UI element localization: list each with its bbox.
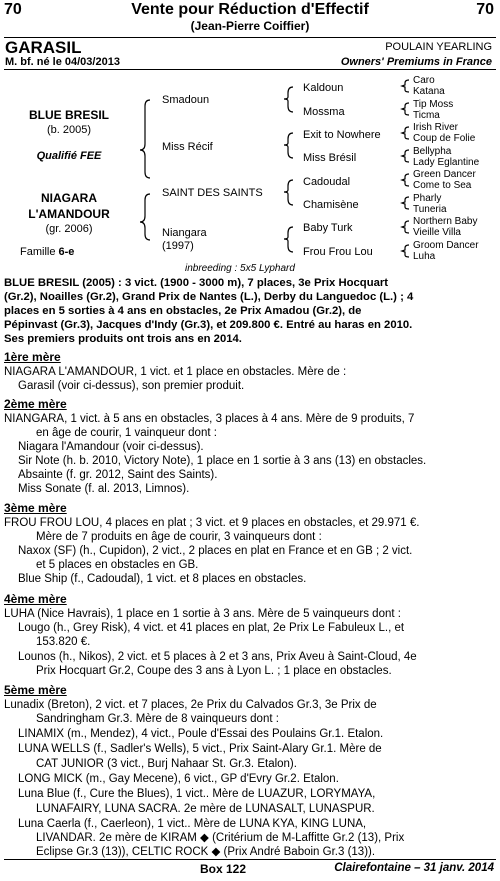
gen3-2: Mossma — [303, 106, 345, 118]
horse-birth: M. bf. né le 04/03/2013 — [5, 56, 120, 68]
horse-category: POULAIN YEARLING — [385, 41, 492, 53]
section-line: Miss Sonate (f. al. 2013, Limnos). — [18, 483, 190, 495]
sire-year: (b. 2005) — [46, 124, 92, 136]
catalogue-header — [0, 0, 500, 40]
gen4-13: Northern Baby — [413, 216, 478, 227]
section-line: NIAGARA L'AMANDOUR, 1 vict. et 1 place en obstacles. Mère de : — [4, 366, 347, 378]
section-line: Lunadix (Breton), 2 vict. et 7 places, 2e Prix du Calvados Gr.3, 3e Prix de — [4, 699, 377, 711]
gen3-8: Frou Frou Lou — [303, 246, 373, 258]
inbreeding-note: inbreeding : 5x5 Lyphard — [185, 263, 295, 274]
gen4-8: Lady Eglantine — [413, 157, 480, 168]
sire-line: Pépinvast (Gr.3), Jacques d'Indy (Gr.3), et 209.800 €. Entré au haras en 2010. — [4, 319, 413, 331]
sire-line: (Gr.2), Noailles (Gr.2), Grand Prix de Nantes (L.), Derby du Languedoc (L.) ; 4 — [4, 291, 414, 303]
gen4-11: Pharly — [413, 193, 442, 204]
section-line: en âge de courir, 1 vainqueur dont : — [36, 427, 217, 439]
section-line: NIANGARA, 1 vict. à 5 ans en obstacles, 3 places à 4 ans. Mère de 9 produits, 7 — [4, 413, 415, 425]
section-line: Lougo (h., Grey Risk), 4 vict. et 41 places en plat, 2e Prix Le Fabuleux L., et — [18, 622, 405, 634]
section-line: Luna Caerla (f., Caerleon), 1 vict.. Mère de LUNA KYA, KING LUNA, — [18, 818, 367, 830]
family: Famille 6-e — [20, 246, 75, 258]
section-line: et 5 places en obstacles en GB. — [36, 559, 199, 571]
box-number: Box 122 — [200, 862, 247, 876]
gen3-6: Chamisène — [303, 199, 359, 211]
section-line: LUNAFAIRY, LUNA SACRA. 2e mère de LUNASALT, LUNASPUR. — [36, 803, 375, 815]
gen3-1: Kaldoun — [303, 82, 344, 94]
lot-number-right: 70 — [476, 1, 494, 18]
gen4-4: Ticma — [413, 110, 440, 121]
section-line: Sandringham Gr.3. Mère de 8 vainqueurs dont : — [36, 713, 279, 725]
gen4-14: Vieille Villa — [413, 227, 461, 238]
sire-line: BLUE BRESIL (2005) : 3 vict. (1900 - 3000 m), 7 places, 3e Prix Hocquart — [4, 277, 389, 289]
dam-sire: SAINT DES SAINTS — [162, 187, 263, 199]
section-line: Sir Note (h. b. 2010, Victory Note), 1 place en 1 sortie à 3 ans (13) en obstacles. — [18, 455, 427, 467]
dam-dam: Niangara — [162, 227, 207, 239]
gen4-15: Groom Dancer — [413, 240, 479, 251]
gen4-7: Bellypha — [413, 146, 452, 157]
gen4-9: Green Dancer — [413, 169, 476, 180]
gen4-12: Tuneria — [413, 204, 447, 215]
sire-name: BLUE BRESIL — [28, 108, 109, 122]
sire-dam: Miss Récif — [162, 141, 213, 153]
gen4-1: Caro — [413, 75, 435, 86]
consignor: (Jean-Pierre Coiffier) — [190, 19, 310, 33]
section-line: Lounos (h., Nikos), 2 vict. et 5 places à 2 et 3 ans, Prix Aveu à Saint-Cloud, 4e — [18, 651, 417, 663]
section-line: LUNA WELLS (f., Sadler's Wells), 5 vict., Prix Saint-Alary Gr.1. Mère de — [18, 743, 382, 755]
dam-name-line1: NIAGARA — [41, 191, 97, 205]
gen3-4: Miss Brésil — [303, 152, 357, 164]
place-date: Clairefontaine – 31 janv. 2014 — [334, 862, 494, 874]
section-line: LONG MICK (m., Gay Mecene), 6 vict., GP d'Evry Gr.2. Etalon. — [18, 773, 339, 785]
section-heading: 2ème mère — [4, 397, 67, 411]
gen4-6: Coup de Folie — [413, 133, 476, 144]
sale-title: Vente pour Réduction d'Effectif — [131, 1, 369, 18]
premiums-label: Owners' Premiums in France — [340, 56, 492, 68]
section-line: Niagara l'Amandour (voir ci-dessus). — [18, 441, 204, 453]
section-line: LUHA (Nice Havrais), 1 place en 1 sortie à 3 ans. Mère de 5 vainqueurs dont : — [4, 608, 401, 620]
section-heading: 3ème mère — [4, 501, 67, 515]
section-heading: 5ème mère — [4, 683, 67, 697]
sire-line: places en 5 sorties à 4 ans en obstacles, 2e Prix Amadou (Gr.2), de — [4, 305, 362, 317]
section-line: 153.820 €. — [36, 636, 91, 648]
section-line: Luna Blue (f., Cure the Blues), 1 vict.. Mère de LUAZUR, LORYMAYA, — [18, 788, 376, 800]
section-line: LIVANDAR. 2e mère de KIRAM ◆ (Critérium de M-Laffitte Gr.2 (13), Prix — [36, 832, 405, 844]
sire-sire: Smadoun — [162, 94, 210, 106]
section-line: CAT JUNIOR (3 vict., Burj Nahaar St. Gr.3. Etalon). — [36, 758, 297, 770]
pedigree-brackets — [0, 70, 500, 270]
dam-year: (gr. 2006) — [45, 223, 93, 235]
horse-name: GARASIL — [5, 38, 82, 57]
section-heading: 1ère mère — [4, 350, 61, 364]
dam-name-line2: L'AMANDOUR — [28, 207, 110, 221]
section-line: Naxox (SF) (h., Cupidon), 2 vict., 2 places en plat en France et en GB ; 2 vict. — [18, 545, 413, 557]
gen4-5: Irish River — [413, 122, 459, 133]
gen4-10: Come to Sea — [413, 180, 472, 191]
section-line: FROU FROU LOU, 4 places en plat ; 3 vict. et 9 places en obstacles, et 29.971 €. — [4, 517, 420, 529]
dam-dam-year: (1997) — [162, 240, 194, 252]
divider — [4, 859, 496, 860]
sire-line: Ses premiers produits ont trois ans en 2014. — [4, 333, 242, 345]
section-line: Prix Hocquart Gr.2, Coupe des 3 ans à Lyon L. ; 1 place en obstacles. — [36, 665, 392, 677]
section-line: Garasil (voir ci-dessus), son premier produit. — [18, 380, 245, 392]
gen3-7: Baby Turk — [303, 222, 353, 234]
gen3-5: Cadoudal — [303, 176, 351, 188]
section-line: LINAMIX (m., Mendez), 4 vict., Poule d'Essai des Poulains Gr.1. Etalon. — [18, 728, 384, 740]
sire-note: Qualifié FEE — [36, 150, 102, 162]
gen4-16: Luha — [413, 251, 436, 262]
lot-number: 70 — [4, 1, 22, 18]
gen3-3: Exit to Nowhere — [303, 129, 381, 141]
section-line: Absainte (f. gr. 2012, Saint des Saints). — [18, 469, 218, 481]
section-line: Eclipse Gr.3 (13)), CELTIC ROCK ◆ (Prix André Baboin Gr.3 (13)). — [36, 846, 376, 858]
gen4-2: Katana — [413, 86, 445, 97]
section-line: Mère de 7 produits en âge de courir, 3 vainqueurs dont : — [36, 531, 322, 543]
gen4-3: Tip Moss — [413, 99, 454, 110]
section-line: Blue Ship (f., Cadoudal), 1 vict. et 8 places en obstacles. — [18, 573, 307, 585]
section-heading: 4ème mère — [4, 592, 67, 606]
